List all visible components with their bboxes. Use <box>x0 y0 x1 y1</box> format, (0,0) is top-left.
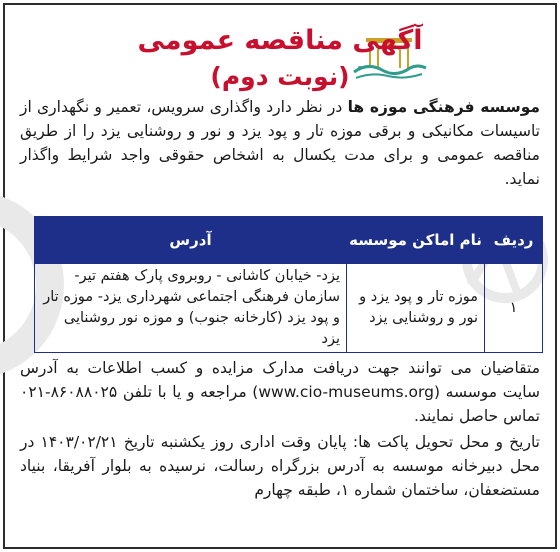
row-places: موزه تار و پود یزد و نور و روشنایی یزد <box>347 264 485 353</box>
header-address: آدرس <box>35 217 347 264</box>
deadline-paragraph: تاریخ و محل تحویل پاکت ها: پایان وقت اداری روز یکشنبه تاریخ ۱۴۰۳/۰۲/۲۱ در محل دبیرخانه موسسه به آدرس بزرگراه رسالت، نرسیده به بلوار آفریقا، بنیاد مستضعفان، ساختمان شماره ۱، طبقه چهارم <box>20 433 540 499</box>
notice-title: آگهی مناقصه عمومی <box>137 25 423 56</box>
header-places: نام اماکن موسسه <box>347 217 485 264</box>
intro-text: در نظر دارد واگذاری سرویس، تعمیر و نگهداری از تاسیسات مکانیکی و برقی موزه تار و پود یزد و نور و روشنایی یزد را از طریق مناقصه عمومی و برای مدت یکسال به اشخاص حقوقی واجد شرایط واگذار نماید. <box>20 98 540 188</box>
table-row <box>35 264 543 353</box>
table-header-row <box>35 217 543 264</box>
notice-subtitle: (نوبت دوم) <box>210 62 350 91</box>
contact-paragraph: متقاضیان می توانند جهت دریافت مدارک مزایده و کسب اطلاعات به آدرس سایت موسسه (www.cio-museums.org) مراجعه و یا با تلفن ۸۶۰۸۸۰۲۵-۰۲۱ تماس حاصل نمایند. <box>20 359 540 425</box>
org-name: موسسه فرهنگی موزه ها <box>347 98 541 116</box>
intro-paragraph <box>20 95 540 191</box>
row-number: ۱ <box>485 264 543 353</box>
row-address: یزد- خیابان کاشانی - روبروی پارک هفتم تیر- سازمان فرهنگی اجتماعی شهرداری یزد- موزه تار و پود یزد (کارخانه جنوب) و موزه نور روشنایی یزد <box>35 264 347 353</box>
places-table <box>34 216 543 353</box>
header-row-number: ردیف <box>485 217 543 264</box>
